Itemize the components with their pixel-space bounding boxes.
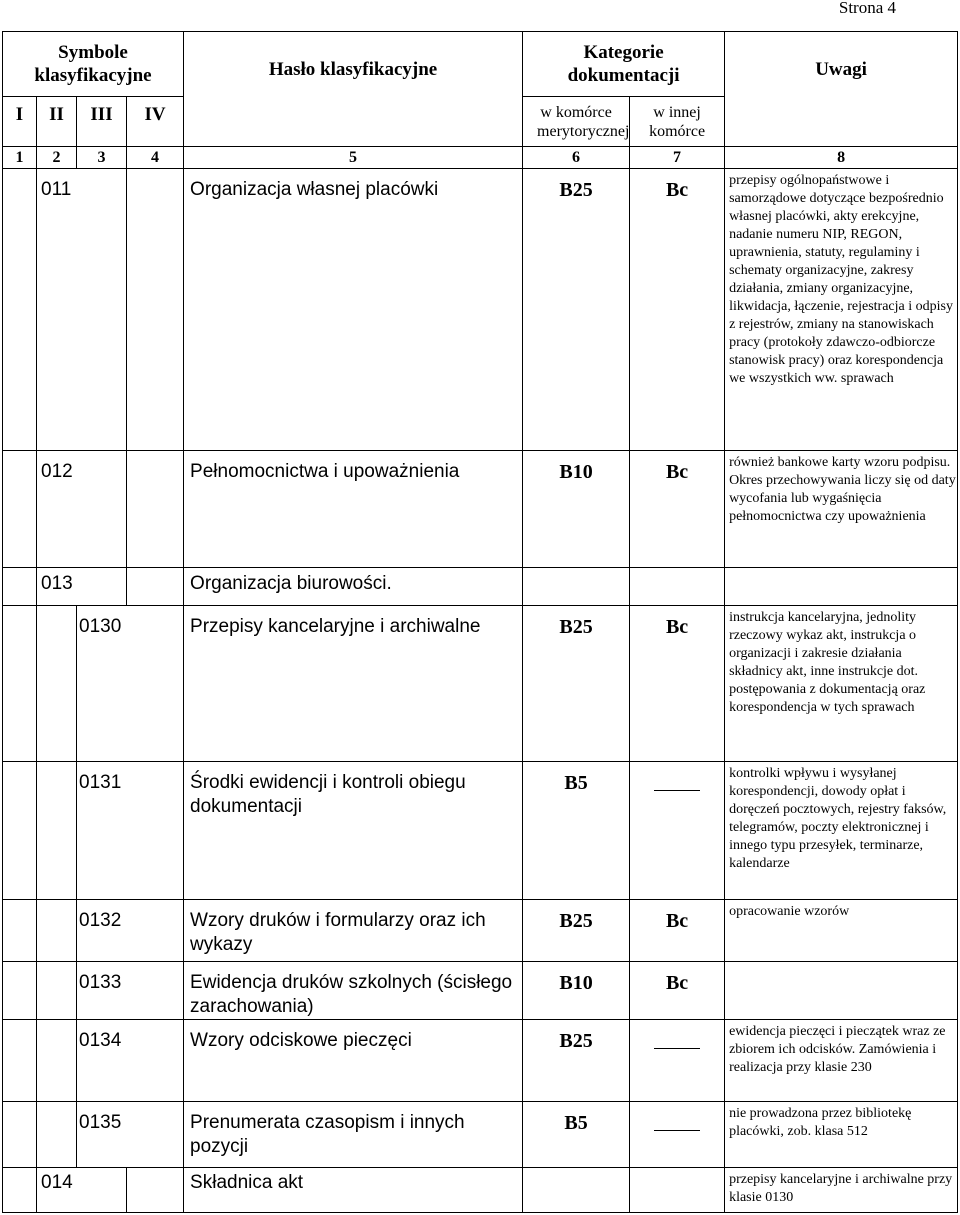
row-uwagi (725, 962, 958, 1020)
dash-mark (654, 1048, 700, 1049)
row-kat1: B5 (523, 762, 630, 900)
row-uwagi: przepisy ogólnopaństwowe i samorządowe dotyczące bezpośrednio własnej placówki, akty erekcyjne, nadanie numeru NIP, REGON, uprawnienia, statuty, regulaminy i schematy organizacyjne, zakresy działania, zmiany organizacyjne, likwidacja, łączenie, rejestracja i odpisy z rejestrów, zmiany na stanowiskach pracy (protokoły zdawczo-odbiorcze stanowisk pracy) oraz korespondencja we wszystkich ww. sprawach (725, 169, 958, 451)
row-kat1: B25 (523, 900, 630, 962)
row-uwagi: nie prowadzona przez bibliotekę placówki, zob. klasa 512 (725, 1102, 958, 1168)
row-kat1: B10 (523, 962, 630, 1020)
row-kat2-dash (630, 762, 725, 900)
col-number: 2 (37, 147, 77, 169)
row-title: Środki ewidencji i kontroli obiegu dokumentacji (184, 762, 523, 900)
table-row (3, 606, 958, 762)
row-kat1: B25 (523, 169, 630, 451)
table-row (3, 451, 958, 568)
header-merytoryczna: w komórce merytorycznej (523, 97, 630, 147)
header-level-2: II (37, 97, 77, 147)
dash-mark (654, 790, 700, 791)
page-number: Strona 4 (838, 0, 896, 17)
row-kat2: Bc (630, 962, 725, 1020)
row-kat1: B25 (523, 606, 630, 762)
row-code: 0131 (77, 762, 184, 900)
row-kat2-dash (630, 1020, 725, 1102)
header-level-3: III (77, 97, 127, 147)
row-code: 0132 (77, 900, 184, 962)
col-number: 7 (630, 147, 725, 169)
table-row (3, 1102, 958, 1168)
col-number: 4 (127, 147, 184, 169)
row-code: 0130 (77, 606, 184, 762)
row-kat2-dash (630, 1102, 725, 1168)
row-kat2: Bc (630, 451, 725, 568)
row-uwagi: przepisy kancelaryjne i archiwalne przy klasie 0130 (725, 1168, 958, 1213)
table-row (3, 169, 958, 451)
row-title: Ewidencja druków szkolnych (ścisłego zarachowania) (184, 962, 523, 1020)
row-title: Wzory druków i formularzy oraz ich wykazy (184, 900, 523, 962)
header-inna: w innej komórce (630, 97, 725, 147)
row-code: 011 (37, 169, 127, 451)
row-uwagi: również bankowe karty wzoru podpisu. Okres przechowywania liczy się od daty wycofania lub wygaśnięcia pełnomocnictwa czy upoważnienia (725, 451, 958, 568)
table-row (3, 900, 958, 962)
row-uwagi: ewidencja pieczęci i pieczątek wraz ze zbiorem ich odcisków. Zamówienia i realizacja przy klasie 230 (725, 1020, 958, 1102)
col-number: 3 (77, 147, 127, 169)
row-title: Wzory odciskowe pieczęci (184, 1020, 523, 1102)
col-number: 8 (725, 147, 958, 169)
row-title: Pełnomocnictwa i upoważnienia (184, 451, 523, 568)
col-number: 1 (3, 147, 37, 169)
header-level-4: IV (127, 97, 184, 147)
row-title: Przepisy kancelaryjne i archiwalne (184, 606, 523, 762)
row-kat2: Bc (630, 606, 725, 762)
row-title: Organizacja biurowości. (184, 568, 523, 606)
col-number: 6 (523, 147, 630, 169)
header-symbole: Symbole klasyfikacyjne (3, 32, 184, 97)
row-kat1: B10 (523, 451, 630, 568)
header-haslo: Hasło klasyfikacyjne (184, 32, 523, 147)
header-kategorie: Kategorie dokumentacji (523, 32, 725, 97)
table-row (3, 568, 958, 606)
row-kat1: B25 (523, 1020, 630, 1102)
row-code: 0134 (77, 1020, 184, 1102)
row-title: Składnica akt (184, 1168, 523, 1213)
row-code: 0133 (77, 962, 184, 1020)
row-uwagi: opracowanie wzorów (725, 900, 958, 962)
header-uwagi: Uwagi (725, 32, 958, 147)
table-row (3, 762, 958, 900)
row-code: 014 (37, 1168, 127, 1213)
header-level-1: I (3, 97, 37, 147)
row-uwagi: kontrolki wpływu i wysyłanej korespondencji, dowody opłat i doręczeń pocztowych, rejestry faksów, telegramów, poczty elektronicznej i innego typu przesyłek, terminarze, kalendarze (725, 762, 958, 900)
dash-mark (654, 1130, 700, 1131)
row-uwagi: instrukcja kancelaryjna, jednolity rzeczowy wykaz akt, instrukcja o organizacji i zakresie działania składnicy akt, inne instrukcje dot. postępowania z dokumentacją oraz korespondencja w tych sprawach (725, 606, 958, 762)
row-code: 0135 (77, 1102, 184, 1168)
row-title: Organizacja własnej placówki (184, 169, 523, 451)
row-code: 013 (37, 568, 127, 606)
table-row (3, 1168, 958, 1213)
row-code: 012 (37, 451, 127, 568)
classification-table (2, 31, 958, 1213)
table-row (3, 962, 958, 1020)
row-title: Prenumerata czasopism i innych pozycji (184, 1102, 523, 1168)
row-kat2: Bc (630, 169, 725, 451)
table-row (3, 1020, 958, 1102)
row-kat1: B5 (523, 1102, 630, 1168)
row-kat2: Bc (630, 900, 725, 962)
col-number: 5 (184, 147, 523, 169)
